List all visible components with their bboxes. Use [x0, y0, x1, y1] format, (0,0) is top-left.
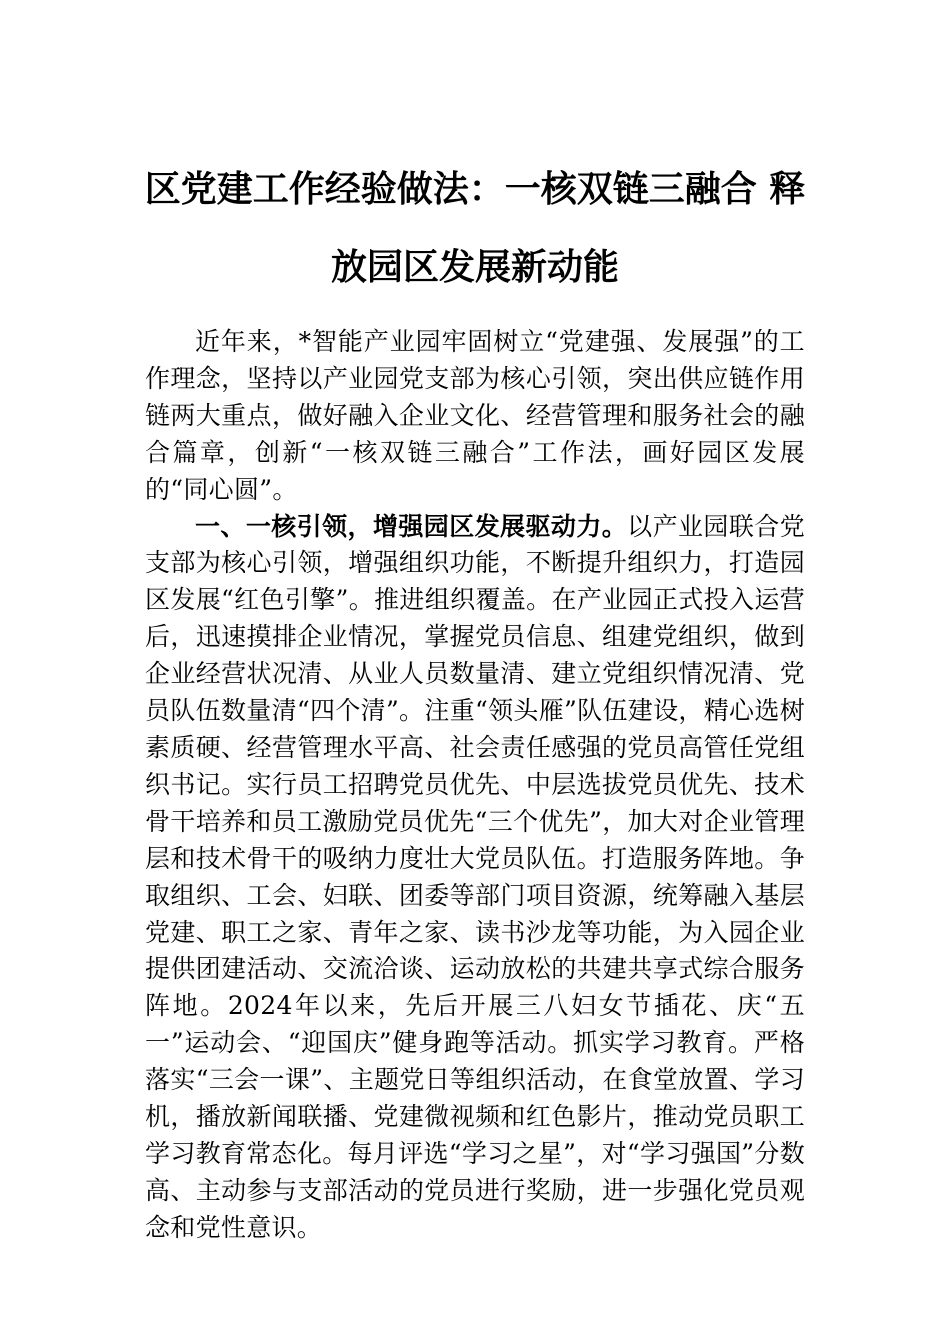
title-line-2: 放园区发展新动能 — [330, 246, 619, 288]
section-1-paragraph — [145, 509, 805, 1247]
intro-paragraph — [145, 324, 805, 509]
document-body — [145, 324, 805, 1247]
document-title — [140, 150, 810, 306]
paragraph-text: 以产业园联合党支部为核心引领，增强组织功能，不断提升组织力，打造园区发展“红色引擎”。推进组织覆盖。在产业园正式投入运营后，迅速摸排企业情况，掌握党员信息、组建党组织，做到企业经营状况清、从业人员数量清、建立党组织情况清、党员队伍数量清“四个清”。注重“领头雁”队伍建设，精心选树素质硬、经营管理水平高、社会责任感强的党员高管任党组织书记。实行员工招聘党员优先、中层选拔党员优先、技术骨干培养和员工激励党员优先“三个优先”，加大对企业管理层和技术骨干的吸纳力度壮大党员队伍。打造服务阵地。争取组织、工会、妇联、团委等部门项目资源，统筹融入基层党建、职工之家、青年之家、读书沙龙等功能，为入园企业提供团建活动、交流洽谈、运动放松的共建共享式综合服务阵地。2024年以来，先后开展三八妇女节插花、庆“五一”运动会、“迎国庆”健身跑等活动。抓实学习教育。严格落实“三会一课”、主题党日等组织活动，在食堂放置、学习机，播放新闻联播、党建微视频和红色影片，推动党员职工学习教育常态化。每月评选“学习之星”，对“学习强国”分数高、主动参与支部活动的党员进行奖励，进一步强化党员观念和党性意识。 — [145, 511, 805, 1242]
title-line-1: 区党建工作经验做法：一核双链三融合 释 — [144, 168, 806, 210]
section-1-heading: 一、一核引领，增强园区发展驱动力。 — [195, 511, 628, 541]
paragraph-text: 近年来，*智能产业园牢固树立“党建强、发展强”的工作理念，坚持以产业园党支部为核心引领，突出供应链作用链两大重点，做好融入企业文化、经营管理和服务社会的融合篇章，创新“一核双链三融合”工作法，画好园区发展的“同心圆”。 — [145, 327, 805, 504]
